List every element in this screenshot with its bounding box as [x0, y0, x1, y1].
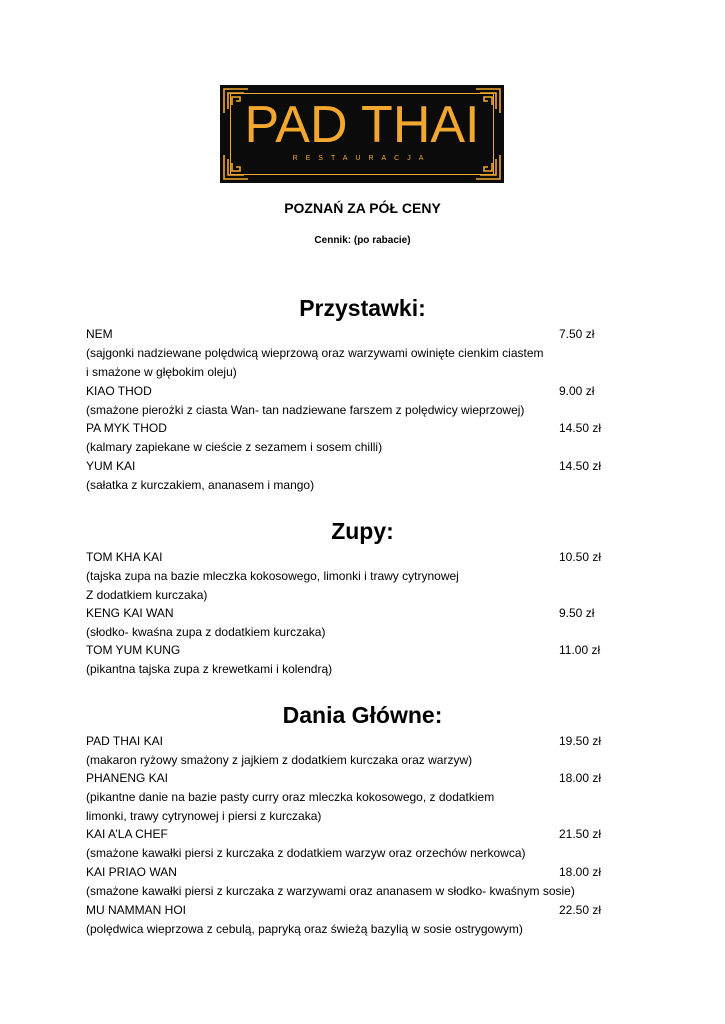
menu-item-name: TOM KHA KAI: [86, 550, 163, 564]
menu-item-price: 11.00 zł: [559, 643, 601, 657]
menu-item-description: (polędwica wieprzowa z cebulą, papryką oraz świeżą bazylią w sosie ostrygowym): [86, 922, 523, 936]
menu-item-description: (smażone kawałki piersi z kurczaka z warzywami oraz ananasem w słodko- kwaśnym sosie): [86, 884, 575, 898]
menu-item-name: PAD THAI KAI: [86, 734, 163, 748]
menu-item-description: (pikantne danie na bazie pasty curry oraz mleczka kokosowego, z dodatkiem limonki, trawy cytrynowej i piersi z kurczaka): [86, 790, 495, 823]
menu-item-name: KAI A’LA CHEF: [86, 827, 168, 841]
section-title: Zupy:: [331, 518, 394, 544]
menu-item-name: KIAO THOD: [86, 384, 152, 398]
menu-item-price: 18.00 zł: [559, 865, 602, 879]
menu-item-description: (sajgonki nadziewane polędwicą wieprzową oraz warzywami owinięte cienkim ciastem i smażone w głębokim oleju): [86, 346, 544, 379]
menu-item: [86, 641, 606, 660]
menu-item: [86, 419, 606, 438]
menu-item-description: (sałatka z kurczakiem, ananasem i mango): [86, 478, 315, 492]
menu-item-name: YUM KAI: [86, 459, 136, 473]
menu-item-name: TOM YUM KUNG: [86, 643, 181, 657]
menu-item: [86, 901, 606, 920]
menu-item: [86, 825, 606, 844]
section-title: Przystawki:: [299, 295, 426, 321]
menu-item-name: PA MYK THOD: [86, 421, 167, 435]
menu-item-description: (smażone pierożki z ciasta Wan- tan nadziewane farszem z polędwicy wieprzowej): [86, 403, 525, 417]
menu-item-description: (makaron ryżowy smażony z jajkiem z dodatkiem kurczaka oraz warzyw): [86, 753, 473, 767]
menu-item-name: KENG KAI WAN: [86, 606, 174, 620]
menu-item-description: (pikantna tajska zupa z krewetkami i kolendrą): [86, 662, 333, 676]
menu-item-name: NEM: [86, 327, 113, 341]
menu-item: [86, 548, 606, 567]
menu-item-price: 22.50 zł: [559, 903, 602, 917]
section-title: Dania Główne:: [282, 702, 443, 728]
logo-tagline: RESTAURACJA: [292, 155, 432, 162]
menu-item-name: MU NAMMAN HOI: [86, 903, 186, 917]
menu-item: [86, 863, 606, 882]
menu-item-price: 14.50 zł: [559, 421, 602, 435]
menu-item: [86, 604, 606, 623]
menu-item-name: KAI PRIAO WAN: [86, 865, 177, 879]
logo-title: PAD THAI: [244, 96, 480, 154]
menu-item-price: 9.00 zł: [559, 384, 595, 398]
menu-item-price: 14.50 zł: [559, 459, 602, 473]
menu-item-price: 7.50 zł: [559, 327, 595, 341]
menu-item: [86, 769, 606, 788]
menu-item: [86, 457, 606, 476]
page-title: POZNAŃ ZA PÓŁ CENY: [284, 200, 441, 216]
menu-item-price: 19.50 zł: [559, 734, 602, 748]
menu-item-description: (słodko- kwaśna zupa z dodatkiem kurczaka): [86, 625, 326, 639]
menu-item-price: 18.00 zł: [559, 771, 602, 785]
menu-item: [86, 732, 606, 751]
menu-item-price: 9.50 zł: [559, 606, 595, 620]
menu-item-description: (smażone kawałki piersi z kurczaka z dodatkiem warzyw oraz orzechów nerkowca): [86, 846, 526, 860]
page-subtitle: Cennik: (po rabacie): [314, 235, 411, 246]
menu-item-name: PHANENG KAI: [86, 771, 169, 785]
menu-item: [86, 382, 606, 401]
menu-item-description: (kalmary zapiekane w cieście z sezamem i sosem chilli): [86, 440, 383, 454]
menu-item-price: 10.50 zł: [559, 550, 602, 564]
restaurant-logo: [220, 85, 504, 183]
menu-item-description: (tajska zupa na bazie mleczka kokosowego, limonki i trawy cytrynowej Z dodatkiem kurczaka): [86, 569, 459, 602]
menu-item: [86, 325, 606, 344]
menu-item-price: 21.50 zł: [559, 827, 602, 841]
